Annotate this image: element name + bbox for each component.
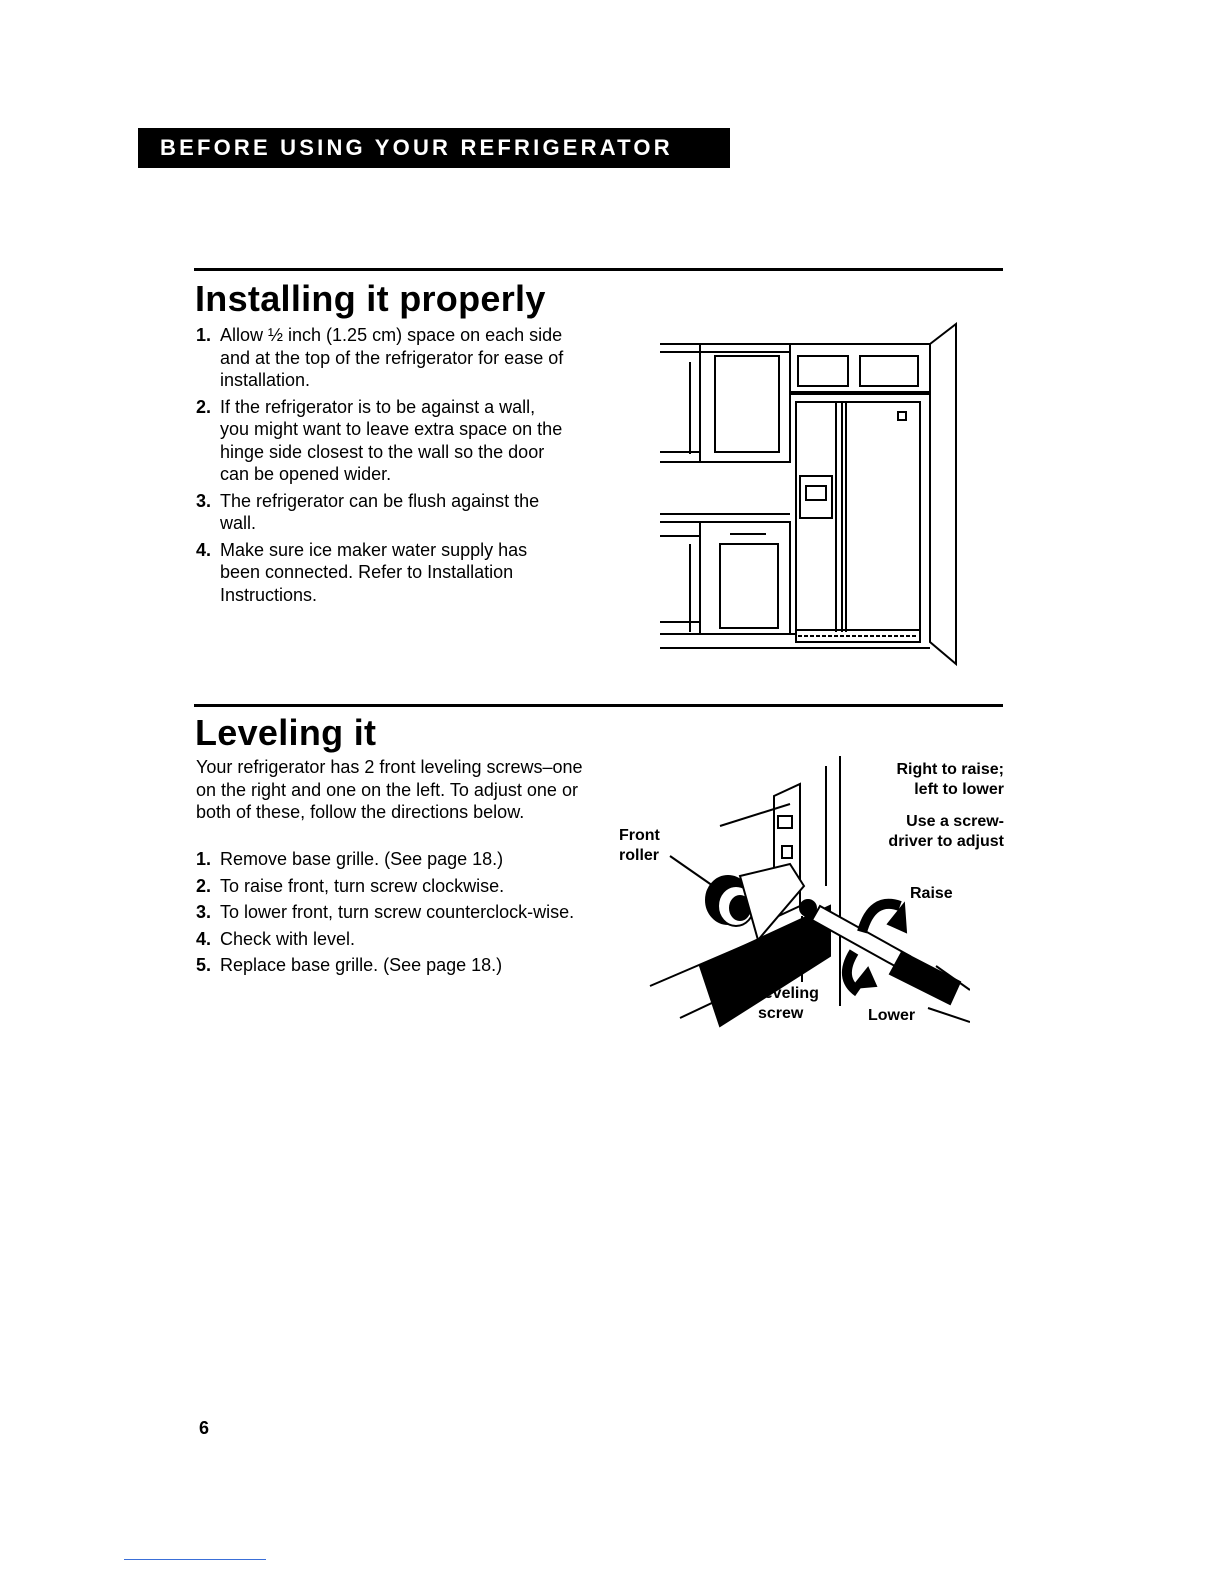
label-right-to-raise: Right to raise; bbox=[896, 761, 1004, 778]
section-rule-installing bbox=[194, 268, 1003, 271]
list-item: 5. Replace base grille. (See page 18.) bbox=[196, 955, 503, 975]
label-raise: Raise bbox=[910, 885, 953, 902]
section-banner: BEFORE USING YOUR REFRIGERATOR bbox=[138, 128, 730, 168]
list-item: 2. To raise front, turn screw clockwise. bbox=[196, 875, 505, 896]
label-use-screwdriver: Use a screw- bbox=[906, 813, 1004, 830]
leveling-heading: Leveling it bbox=[195, 712, 377, 753]
list-item: 1. Remove base grille. (See page 18.) bbox=[196, 849, 504, 869]
label-front: Front bbox=[619, 827, 660, 844]
label-roller: roller bbox=[619, 847, 660, 864]
label-leveling: Leveling bbox=[754, 985, 819, 1002]
leveling-intro: Your refrigerator has 2 front leveling screws–one on the right and one on the left. To adjust one or both of these, follow the directions below. bbox=[196, 757, 583, 822]
list-item: 2. If the refrigerator is to be against a wall, you might want to leave extra space on the hinge side closest to the wall so the door can be opened wider. bbox=[196, 396, 563, 484]
list-item: 1. Allow ½ inch (1.25 cm) space on each side and at the top of the refrigerator for ease of installation. bbox=[196, 325, 564, 390]
installing-steps bbox=[196, 324, 566, 610]
list-item: 4. Make sure ice maker water supply has been connected. Refer to Installation Instructions. bbox=[196, 539, 528, 605]
installing-heading: Installing it properly bbox=[195, 278, 546, 319]
label-lower: Lower bbox=[868, 1007, 916, 1024]
list-item: 3. To lower front, turn screw counterclock-wise. bbox=[196, 902, 575, 922]
label-screw: screw bbox=[758, 1005, 804, 1022]
section-rule-leveling bbox=[194, 704, 1003, 707]
footer-divider bbox=[124, 1559, 266, 1560]
list-item: 4. Check with level. bbox=[196, 928, 356, 949]
list-item: 3. The refrigerator can be flush against the wall. bbox=[196, 490, 540, 533]
label-driver-to-adjust: driver to adjust bbox=[888, 833, 1004, 850]
label-left-to-lower: left to lower bbox=[914, 781, 1004, 798]
leveling-steps bbox=[196, 848, 586, 981]
page-number: 6 bbox=[199, 1418, 210, 1438]
refrigerator-cabinet-illustration bbox=[660, 322, 960, 668]
